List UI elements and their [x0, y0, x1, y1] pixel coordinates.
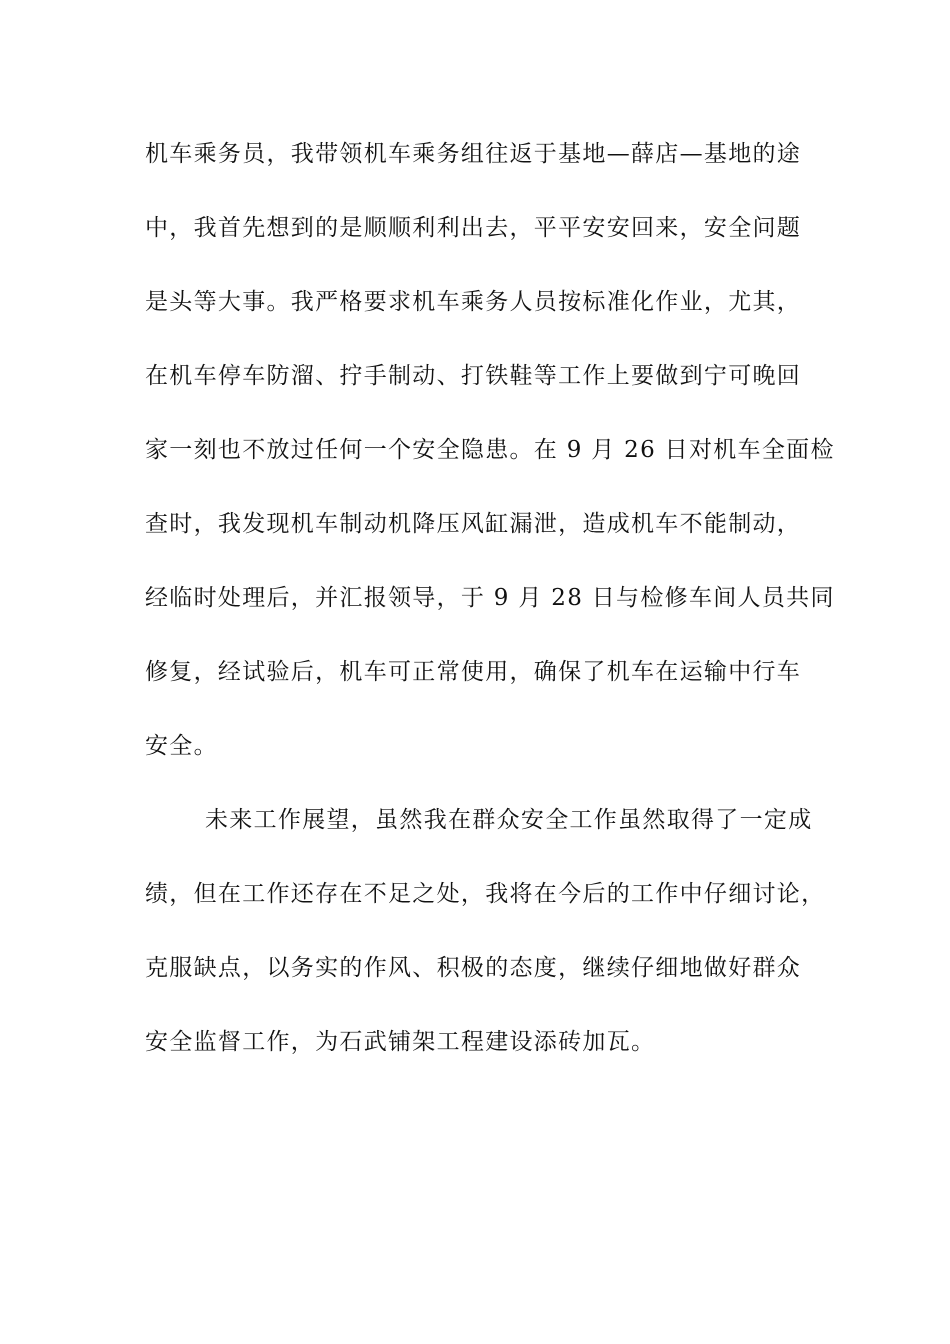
text-line: 机车乘务员，我带领机车乘务组往返于基地—薛店—基地的途 [145, 141, 802, 167]
text-line: 经临时处理后，并汇报领导，于 9 月 28 日与检修车间人员共同 [145, 585, 835, 611]
text-line: 克服缺点，以务实的作风、积极的态度，继续仔细地做好群众 [145, 955, 802, 981]
text-line: 安全。 [145, 733, 218, 759]
text-line: 中，我首先想到的是顺顺利利出去，平平安安回来，安全问题 [145, 215, 802, 241]
text-line: 安全监督工作，为石武铺架工程建设添砖加瓦。 [145, 1029, 656, 1055]
text-line: 在机车停车防溜、拧手制动、打铁鞋等工作上要做到宁可晚回 [145, 363, 802, 389]
document-body [145, 132, 835, 1094]
text-line: 是头等大事。我严格要求机车乘务人员按标准化作业，尤其， [145, 289, 802, 315]
text-line: 修复，经试验后，机车可正常使用，确保了机车在运输中行车 [145, 659, 802, 685]
text-line: 家一刻也不放过任何一个安全隐患。在 9 月 26 日对机车全面检 [145, 437, 835, 463]
text-line: 查时，我发现机车制动机降压风缸漏泄，造成机车不能制动， [145, 511, 802, 537]
paragraph-start-line: 未来工作展望，虽然我在群众安全工作虽然取得了一定成 [205, 807, 813, 833]
text-line: 绩，但在工作还存在不足之处，我将在今后的工作中仔细讨论， [145, 881, 826, 907]
